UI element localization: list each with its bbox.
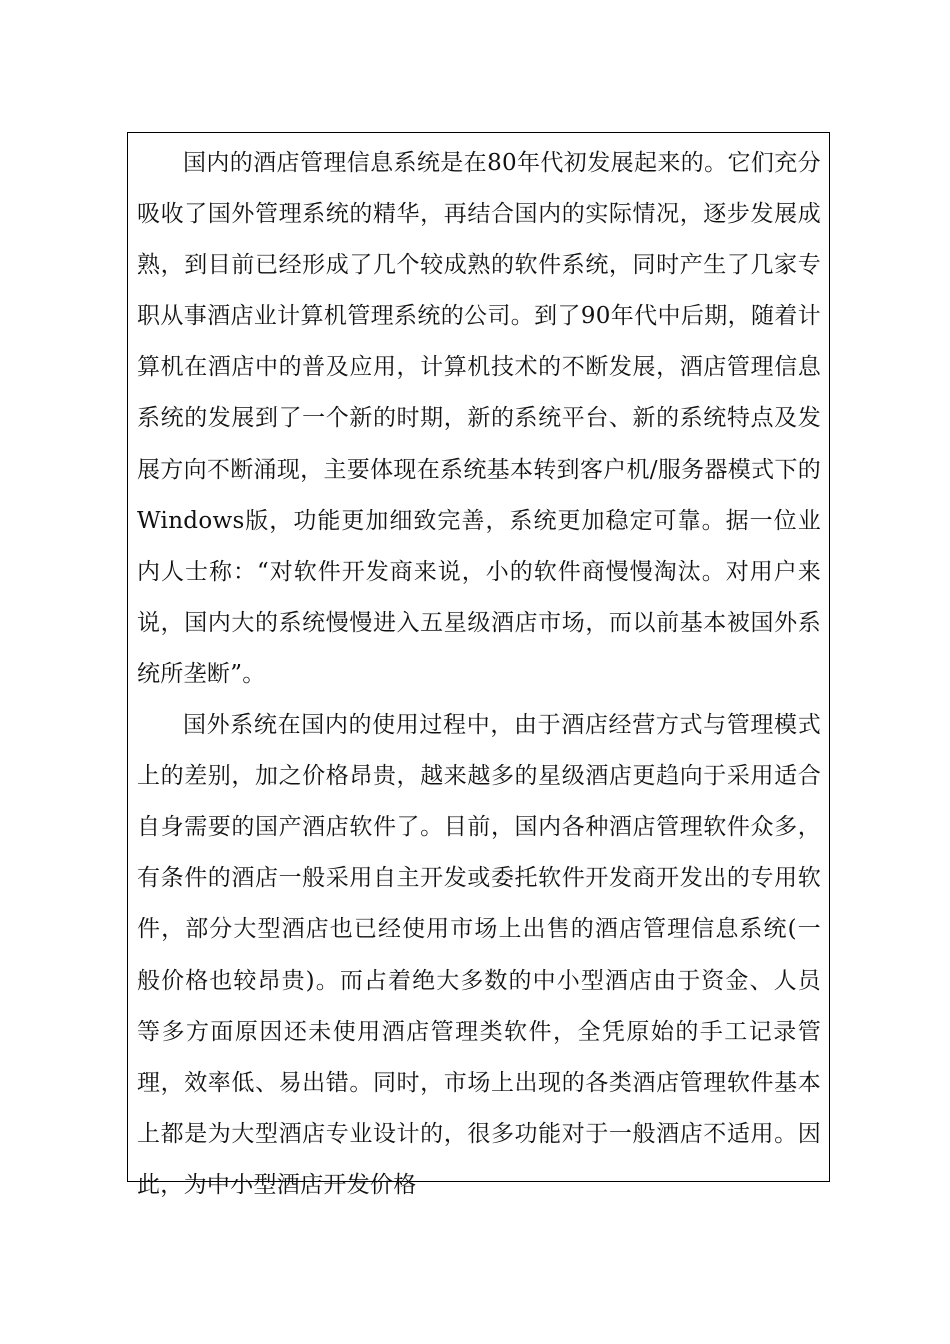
paragraph-2: 国外系统在国内的使用过程中，由于酒店经营方式与管理模式上的差别，加之价格昂贵，越来越多的星级酒店更趋向于采用适合自身需要的国产酒店软件了。目前，国内各种酒店管理软件众多，有条件的酒店一般采用自主开发或委托软件开发商开发出的专用软件，部分大型酒店也已经使用市场上出售的酒店管理信息系统(一般价格也较昂贵)。而占着绝大多数的中小型酒店由于资金、人员等多方面原因还未使用酒店管理类软件，全凭原始的手工记录管理，效率低、易出错。同时，市场上出现的各类酒店管理软件基本上都是为大型酒店专业设计的，很多功能对于一般酒店不适用。因此，为中小型酒店开发价格	[137, 712, 821, 1198]
document-body	[137, 138, 821, 1211]
paragraph-1: 国内的酒店管理信息系统是在80年代初发展起来的。它们充分吸收了国外管理系统的精华，再结合国内的实际情况，逐步发展成熟，到目前已经形成了几个较成熟的软件系统，同时产生了几家专职从事酒店业计算机管理系统的公司。到了90年代中后期，随着计算机在酒店中的普及应用，计算机技术的不断发展，酒店管理信息系统的发展到了一个新的时期，新的系统平台、新的系统特点及发展方向不断涌现，主要体现在系统基本转到客户机/服务器模式下的Windows版，功能更加细致完善，系统更加稳定可靠。据一位业内人士称：“对软件开发商来说，小的软件商慢慢淘汰。对用户来说，国内大的系统慢慢进入五星级酒店市场，而以前基本被国外系统所垄断”。	[137, 150, 821, 687]
document-frame	[127, 132, 830, 1198]
